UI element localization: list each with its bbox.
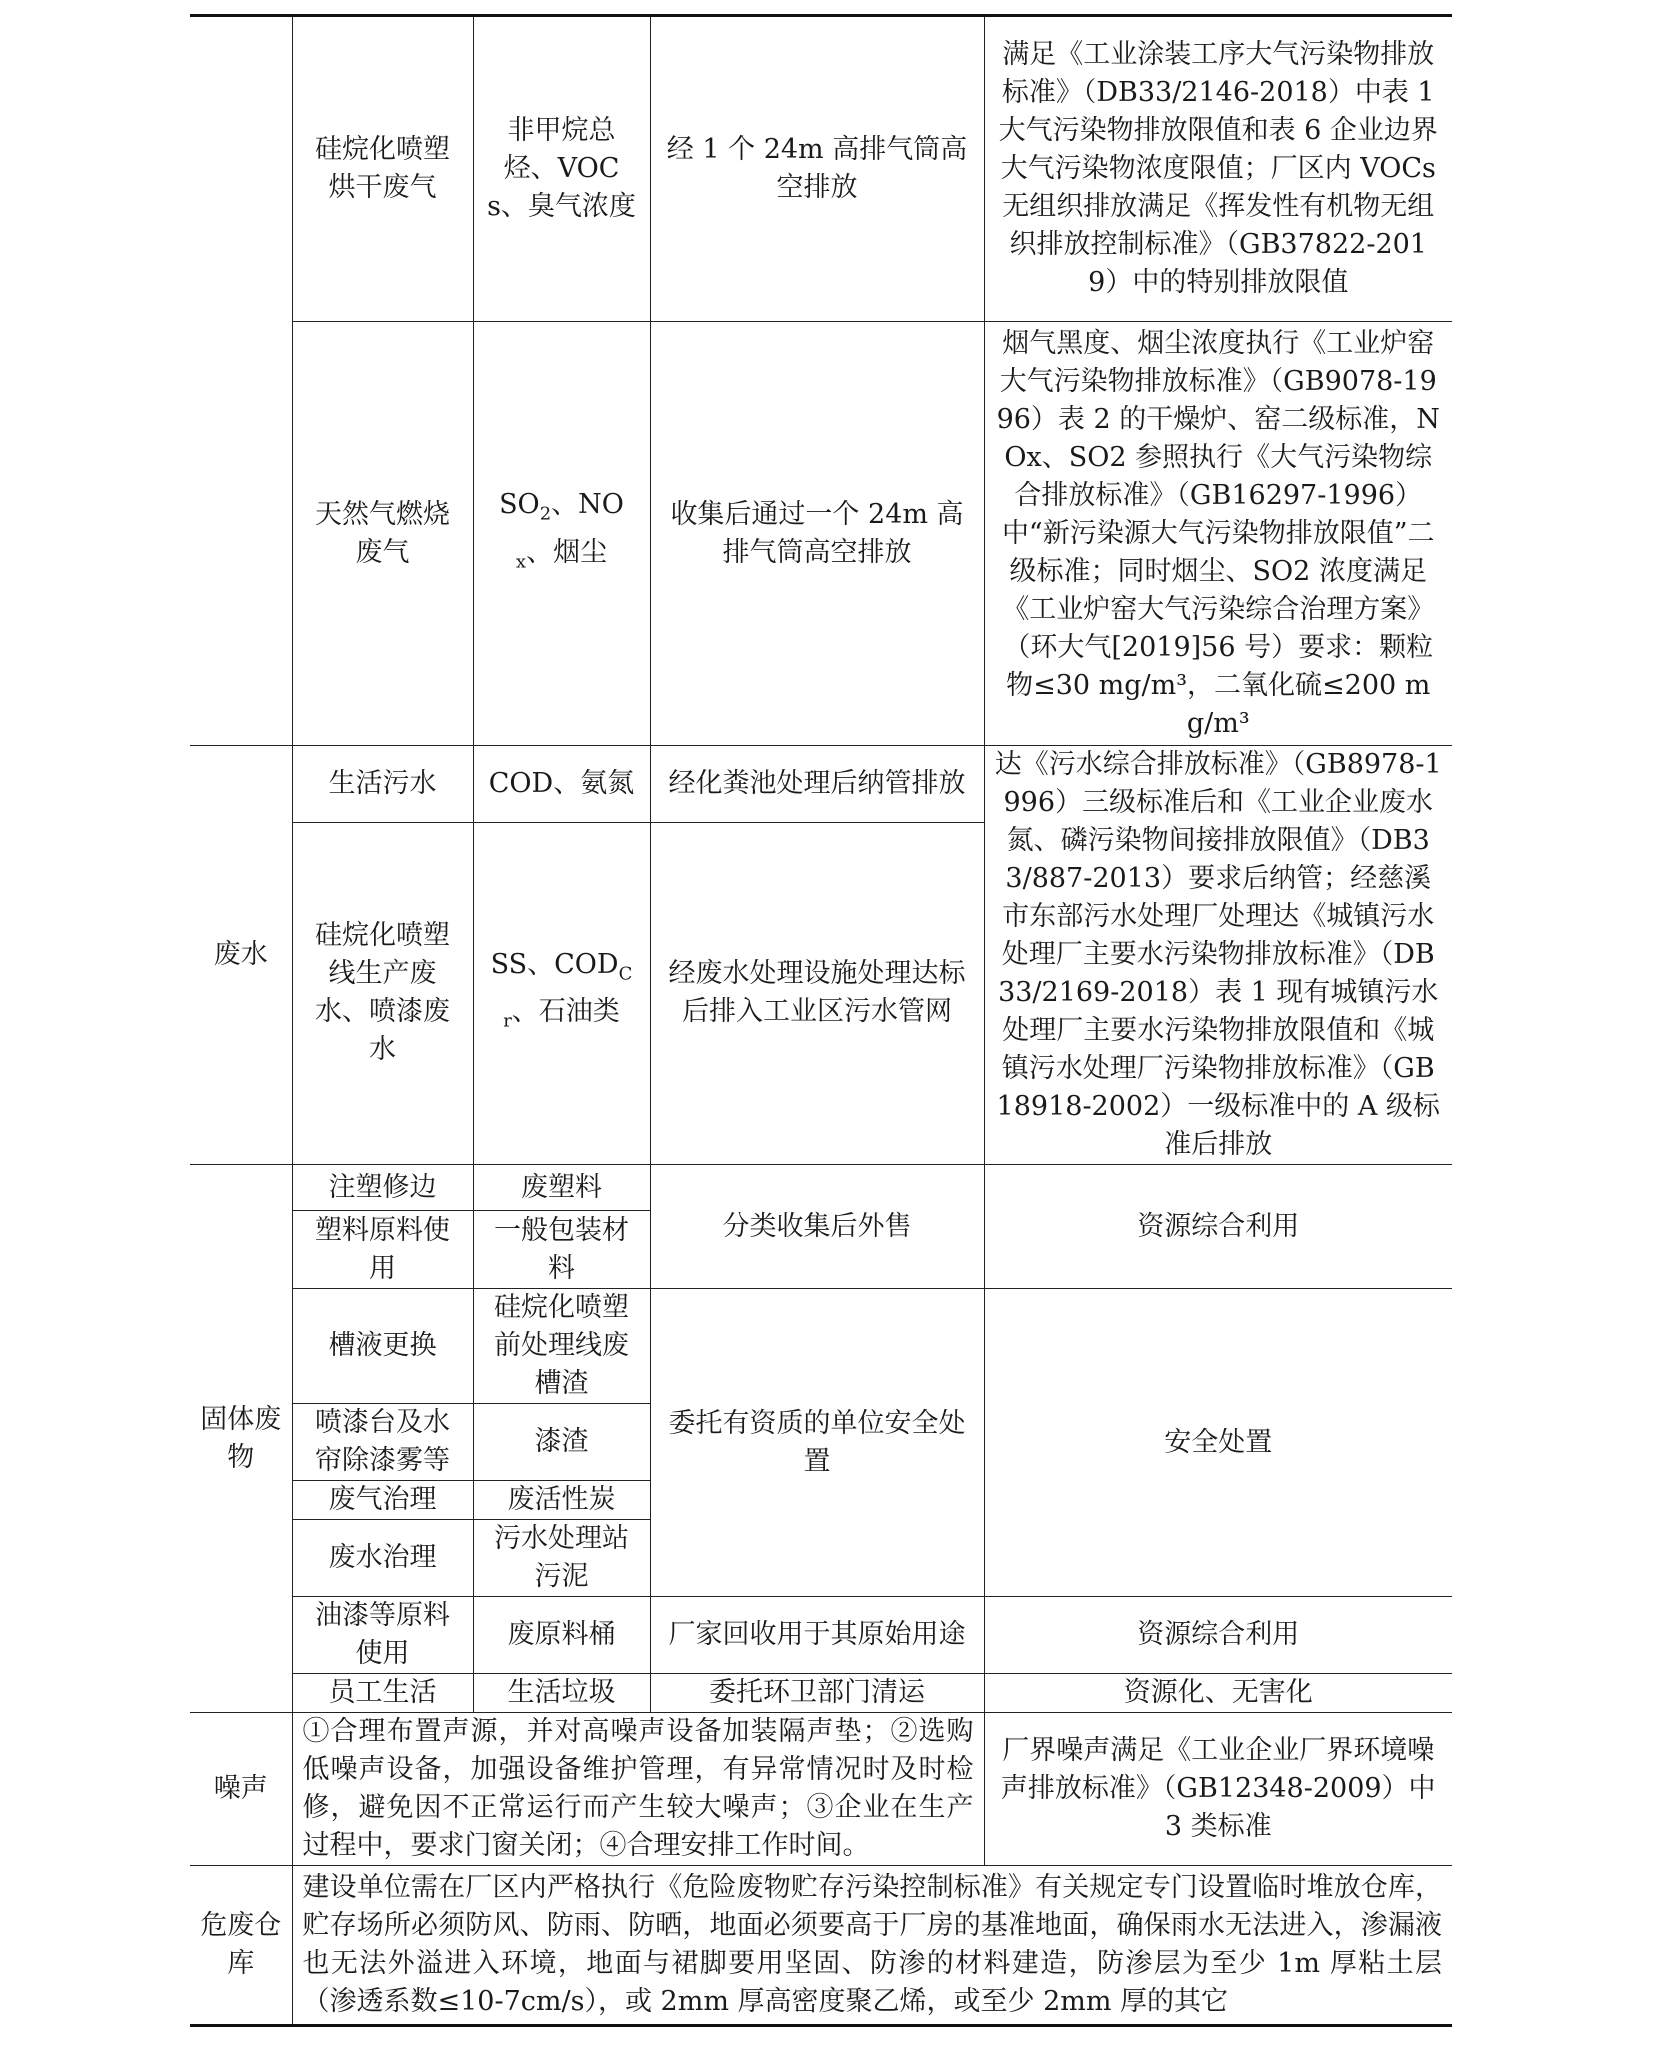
measure-cell: 经化粪池处理后纳管排放 — [650, 746, 984, 823]
standard-cell: 厂界噪声满足《工业企业厂界环境噪声排放标准》（GB12348-2009）中 3 类标准 — [984, 1713, 1452, 1866]
category-cell: 废水 — [190, 746, 292, 1165]
table-row — [190, 1165, 1452, 1211]
measure-cell: 收集后通过一个 24m 高排气筒高空排放 — [650, 322, 984, 746]
standard-cell: 资源综合利用 — [984, 1165, 1452, 1289]
source-cell: 天然气燃烧废气 — [292, 322, 473, 746]
table-row — [190, 1597, 1452, 1674]
standard-cell: 资源综合利用 — [984, 1597, 1452, 1674]
table-row — [190, 16, 1452, 322]
pollutant-cell: 生活垃圾 — [473, 1674, 650, 1713]
standard-cell: 资源化、无害化 — [984, 1674, 1452, 1713]
pollutant-cell: $SO_2$、$NO_x$、烟尘 — [473, 322, 650, 746]
measure-cell: 经废水处理设施处理达标后排入工业区污水管网 — [650, 822, 984, 1164]
table-row — [190, 1866, 1452, 2026]
source-cell: 槽液更换 — [292, 1289, 473, 1404]
pollutant-cell: SS、$COD_{Cr}$、石油类 — [473, 822, 650, 1164]
pollutant-cell: COD、氨氮 — [473, 746, 650, 823]
source-cell: 注塑修边 — [292, 1165, 473, 1211]
pollutant-cell: 硅烷化喷塑前处理线废槽渣 — [473, 1289, 650, 1404]
standard-cell: 达《污水综合排放标准》（GB8978-1996）三级标准后和《工业企业废水氮、磷污染物间接排放限值》（DB33/887-2013）要求后纳管；经慈溪市东部污水处理厂处理达《城镇污水处理厂主要水污染物排放标准》（DB33/2169-2018）表 1 现有城镇污水处理厂主要水污染物排放限值和《城镇污水处理厂污染物排放标准》（GB18918-2002）一级标准中的 A 级标准后排放 — [984, 746, 1452, 1165]
source-cell: 废水治理 — [292, 1520, 473, 1597]
pollutant-cell: 废活性炭 — [473, 1481, 650, 1520]
pollution-control-table — [190, 14, 1452, 2027]
pollutant-cell: 废塑料 — [473, 1165, 650, 1211]
measure-cell: 委托环卫部门清运 — [650, 1674, 984, 1713]
standard-cell: 满足《工业涂装工序大气污染物排放标准》（DB33/2146-2018）中表 1 大气污染物排放限值和表 6 企业边界大气污染物浓度限值；厂区内 VOCs 无组织排放满足《挥发性有机物无组织排放控制标准》（GB37822-2019）中的特别排放限值 — [984, 16, 1452, 322]
table-row — [190, 322, 1452, 746]
pollutant-cell: 一般包装材料 — [473, 1211, 650, 1289]
warehouse-text-cell: 建设单位需在厂区内严格执行《危险废物贮存污染控制标准》有关规定专门设置临时堆放仓库，贮存场所必须防风、防雨、防晒，地面必须要高于厂房的基准地面，确保雨水无法进入，渗漏液也无法外溢进入环境，地面与裙脚要用坚固、防渗的材料建造，防渗层为至少 1m 厚粘土层（渗透系数≤10-7cm/s），或 2mm 厚高密度聚乙烯，或至少 2mm 厚的其它 — [292, 1866, 1452, 2026]
category-cell: 固体废物 — [190, 1165, 292, 1713]
table-row — [190, 1674, 1452, 1713]
noise-measure-cell: ①合理布置声源，并对高噪声设备加装隔声垫；②选购低噪声设备，加强设备维护管理，有异常情况时及时检修，避免因不正常运行而产生较大噪声；③企业在生产过程中，要求门窗关闭；④合理安排工作时间。 — [292, 1713, 984, 1866]
pollutant-cell: 漆渣 — [473, 1404, 650, 1481]
measure-cell: 分类收集后外售 — [650, 1165, 984, 1289]
source-cell: 生活污水 — [292, 746, 473, 823]
category-cell: 噪声 — [190, 1713, 292, 1866]
document-page — [190, 14, 1452, 2027]
measure-cell: 委托有资质的单位安全处置 — [650, 1289, 984, 1597]
source-cell: 员工生活 — [292, 1674, 473, 1713]
pollutant-cell: 非甲烷总烃、VOCs、臭气浓度 — [473, 16, 650, 322]
category-cell: 危废仓库 — [190, 1866, 292, 2026]
table-row — [190, 1289, 1452, 1404]
standard-cell: 烟气黑度、烟尘浓度执行《工业炉窑大气污染物排放标准》（GB9078-1996）表 2 的干燥炉、窑二级标准，NOx、SO2 参照执行《大气污染物综合排放标准》（GB16297-1996）中“新污染源大气污染物排放限值”二级标准；同时烟尘、SO2 浓度满足《工业炉窑大气污染综合治理方案》（环大气[2019]56 号）要求：颗粒物≤30 mg/m³，二氧化硫≤200 mg/m³ — [984, 322, 1452, 746]
source-cell: 油漆等原料使用 — [292, 1597, 473, 1674]
category-cell-empty — [190, 16, 292, 746]
source-cell: 硅烷化喷塑烘干废气 — [292, 16, 473, 322]
standard-cell: 安全处置 — [984, 1289, 1452, 1597]
measure-cell: 经 1 个 24m 高排气筒高空排放 — [650, 16, 984, 322]
pollutant-cell: 污水处理站污泥 — [473, 1520, 650, 1597]
measure-cell: 厂家回收用于其原始用途 — [650, 1597, 984, 1674]
table-row — [190, 1713, 1452, 1866]
source-cell: 废气治理 — [292, 1481, 473, 1520]
source-cell: 喷漆台及水帘除漆雾等 — [292, 1404, 473, 1481]
source-cell: 塑料原料使用 — [292, 1211, 473, 1289]
pollutant-cell: 废原料桶 — [473, 1597, 650, 1674]
table-row — [190, 746, 1452, 823]
source-cell: 硅烷化喷塑线生产废水、喷漆废水 — [292, 822, 473, 1164]
